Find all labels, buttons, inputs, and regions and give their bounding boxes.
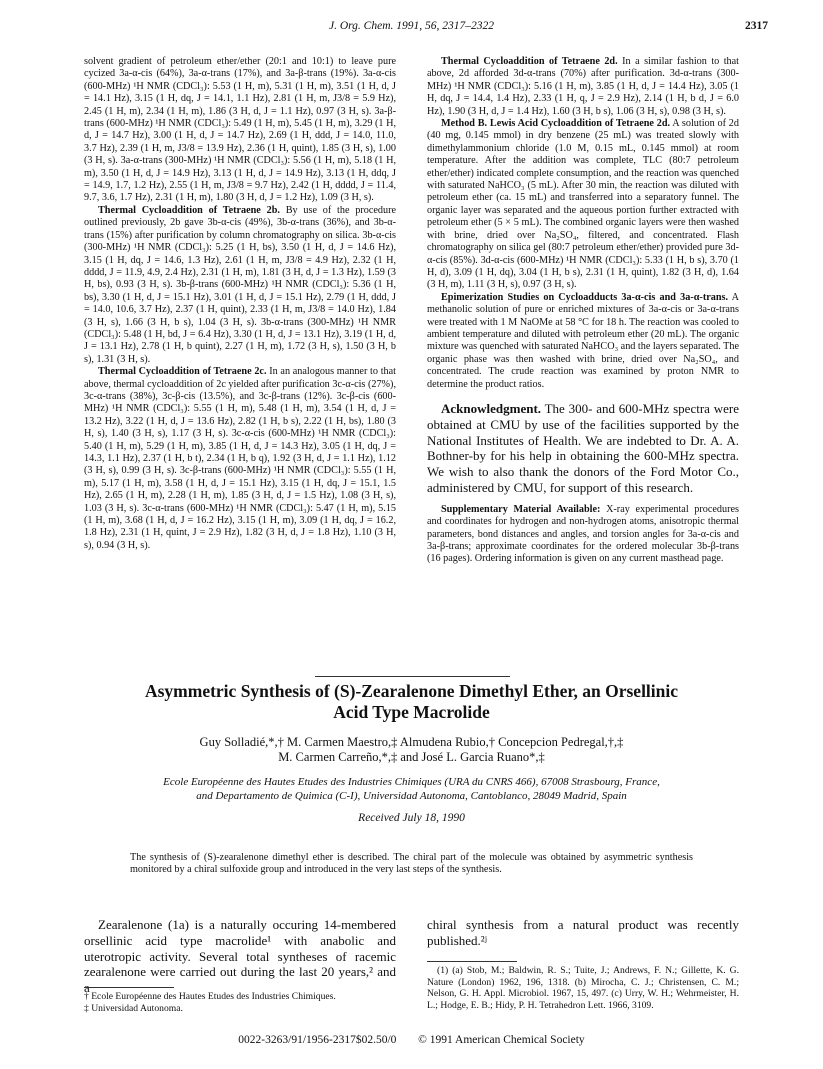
intro-paragraph-right: chiral synthesis from a natural product was recently published.²ʲ bbox=[427, 917, 739, 948]
acknowledgment-text: The 300- and 600-MHz spectra were obtained at CMU by use of the facilities supported by the National Institutes of Health. We are indebted to Dr. A. A. Bothner-by for his help in obtaining the 600-MHz spectra. We wish to also thank the donors of the Ford Motor Co., administered by CMU, for support of this research. bbox=[427, 400, 739, 495]
affiliation-footnotes bbox=[84, 991, 396, 1014]
section-heading-2b: Thermal Cycloaddition of Tetraene 2b. bbox=[98, 204, 280, 216]
affiliation-footnote-1: † Ecole Européenne des Hautes Etudes des Industries Chimiques. bbox=[84, 991, 336, 1002]
affiliation-line-1: Ecole Européenne des Hautes Etudes des Industries Chimiques (URA du CNRS 466), 67008 Strasbourg, France, bbox=[163, 776, 660, 788]
author-list-line-2: M. Carmen Carreño,*,‡ and José L. Garcia Ruano*,‡ bbox=[278, 750, 545, 764]
footnote-divider-right bbox=[427, 961, 517, 962]
section-heading-2d: Thermal Cycloaddition of Tetraene 2d. bbox=[441, 56, 618, 67]
right-paragraph-2-text: A solution of 2d (40 mg, 0.145 mmol) in dry benzene (25 mL) was treated slowly with dimethylammonium chloride (1.0 M, 0.15 mL, 0.145 mmol) at room temperature. After the addition was complete, TLC (80:7 petroleum ether/ether) indicated complete consumption, and the reaction was quenched with saturated NaHCO₃ (5 mL). After 30 min, the reaction was diluted with petroleum ether (ca. 15 mL) and transferred into a separatory funnel. The organic layer was separated and the aqueous portion further extracted with petroleum ether (5 × 5 mL). The combined organic layers were then washed with brine, dried over Na₂SO₄, filtered, and concentrated. Flash chromatography on silica gel (80:7 petroleum ether/ether) provided pure 3d-α-cis (85%). 3d-α-cis (600-MHz) ¹H NMR (CDCl₃): 5.33 (1 H, b s), 3.70 (1 H, d), 3.09 (1 H, dq), 3.04 (1 H, b s), 2.31 (1 H, quint), 1.82 (3 H, d), 1.64 (3 H, m), 1.11 (3 H, s), 0.97 (3 H, s). bbox=[427, 118, 740, 291]
right-paragraph-1-text: In a similar fashion to that above, 2d afforded 3d-α-trans (70%) after purification. 3d-α-trans (300-MHz) ¹H NMR (CDCl₃): 5.16 (1 H, m), 3.85 (1 H, d, J = 14.4 Hz), 3.05 (1 H, dq, J = 14.4, 1.4 Hz), 2.33 (1 H, q, J = 2.9 Hz), 2.14 (1 H, b d, J = 6.0 Hz), 1.90 (3 H, d, J = 1.4 Hz), 1.60 (3 H, b s), 1.06 (3 H, s), 0.98 (3 H, s). bbox=[427, 56, 739, 117]
footer-code: 0022-3263/91/1956-2317$02.50/0 bbox=[238, 1034, 397, 1046]
article-title bbox=[80, 681, 743, 723]
supplementary-heading: Supplementary Material Available: bbox=[441, 503, 601, 515]
author-list bbox=[80, 735, 743, 765]
left-paragraph-2-text: By use of the procedure outlined previously, 2b gave 3b-α-cis (49%), 3b-α-trans (36%), and 3b-α-trans (15%) after purification by column chromatography on silica. 3b-α-cis (300-MHz) ¹H NMR (CDCl₃): 5.25 (1 H, bs), 3.50 (1 H, d, J = 14.6 Hz), 3.15 (1 H, dq, J = 14.6, 1.3 Hz), 2.61 (1 H, m, J3/8 = 4.9 Hz), 2.32 (1 H, dddd, J = 11.9, 4.9, 2.4 Hz), 2.31 (1 H, m), 1.81 (3 H, d, J = 1.3 Hz), 1.59 (3 H, bs), 0.93 (3 H, s). 3b-β-trans (600-MHz) ¹H NMR (CDCl₃): 5.36 (1 H, bs), 3.30 (1 H, d, J = 15.1 Hz), 3.01 (1 H, d, J = 15.1 Hz), 2.79 (1 H, ddd, J = 14.0, 10.6, 3.7 Hz), 2.37 (1 H, quint), 2.33 (1 H, m, J3/8 = 14.0 Hz), 1.84 (3 H, s), 1.66 (3 H, b s), 1.04 (3 H, s). 3b-α-trans (300-MHz) ¹H NMR (CDCl₃): 5.48 (1 H, bd, J = 6.4 Hz), 3.30 (1 H, d, J = 13.1 Hz), 3.19 (1 H, d, J = 13.1 Hz), 2.78 (1 H, b quint), 2.27 (1 H, m), 1.72 (3 H, s), 1.50 (3 H, b s), 1.31 (3 H, s). bbox=[84, 204, 396, 365]
abstract: The synthesis of (S)-zearalenone dimethyl ether is described. The chiral part of the molecule was obtained by asymmetric synthesis monitored by a chiral sulfoxide group and introduced in the very last steps of the synthesis. bbox=[130, 852, 693, 876]
received-date: Received July 18, 1990 bbox=[358, 812, 465, 824]
affiliation-line-2: and Departamento de Quimica (C-I), Universidad Autonoma, Cantoblanco, 28049 Madrid, Spain bbox=[196, 789, 627, 802]
left-paragraph-2 bbox=[84, 205, 396, 366]
right-column bbox=[427, 56, 739, 566]
left-paragraph-1: solvent gradient of petroleum ether/ether (20:1 and 10:1) to leave pure cycized 3a-α-cis (64%), 3a-α-trans (17%), and 3a-β-trans (19%). 3a-α-cis (600-MHz) ¹H NMR (CDCl₃): 5.53 (1 H, m), 5.31 (1 H, m), 3.51 (1 H, d, J = 14.1 Hz), 3.15 (1 H, dq, J = 14.1, 1.1 Hz), 2.81 (1 H, m, J3/8 = 5.9 Hz), 2.45 (1 H, m), 2.34 (1 H, m), 1.86 (3 H, d, J = 1.1 Hz), 0.97 (3 H, s). 3a-β-trans (600-MHz) ¹H NMR (CDCl₃): 5.49 (1 H, m), 5.45 (1 H, m), 3.29 (1 H, d, J = 14.7 Hz), 3.00 (1 H, d, J = 14.7 Hz), 2.69 (1 H, ddd, J = 14.0, 11.0, 3.7 Hz), 2.39 (1 H, m, J3/8 = 13.9 Hz), 2.36 (1 H, quint), 1.85 (3 H, s), 1.00 (3 H, s). 3a-α-trans (300-MHz) ¹H NMR (CDCl₃): 5.56 (1 H, m), 5.18 (1 H, m), 3.50 (1 H, d, J = 14.9 Hz), 3.13 (1 H, d, J = 14.9 Hz), 3.13 (1 H, ddq, J = 14.9, 1.7, 1.2 Hz), 2.55 (1 H, m, J3/8 = 9.7 Hz), 2.42 (1 H, dddd, J = 11.4, 9.7, 3.6, 1.7 Hz), 2.31 (1 H, m), 1.80 (3 H, d, J = 1.2 Hz), 1.09 (3 H, s). bbox=[84, 56, 396, 204]
intro-paragraph-left: Zearalenone (1a) is a naturally occuring 14-membered orsellinic acid type macrolide¹ with anabolic and uterotropic activity. Several total syntheses of racemic zearalenone were carried out during the last 20 years,² and bbox=[84, 917, 396, 980]
acknowledgment-heading: Acknowledgment. bbox=[441, 400, 542, 416]
affiliations bbox=[80, 776, 743, 803]
acknowledgment bbox=[427, 401, 739, 496]
right-paragraph-2 bbox=[427, 118, 739, 292]
page-number: 2317 bbox=[745, 20, 768, 32]
section-heading-epimerization: Epimerization Studies on Cycloadducts 3a-α-cis and 3a-α-trans. bbox=[441, 291, 729, 303]
running-header-journal: J. Org. Chem. 1991, 56, 2317–2322 bbox=[328, 20, 495, 32]
right-paragraph-3-text: A methanolic solution of pure or enriched mixtures of 3a-α-cis or 3a-α-trans were treated with 1 M NaOMe at 58 °C for 18 h. The reaction was cooled to ambient temperature and diluted with petroleum ether (20 mL). The organic mixture was quenched with saturated NaHCO₃ and the layers separated. The organic phase was then washed with brine, dried over Na₂SO₄, and concentrated. The crude reaction was examined by proton NMR to determine the product ratios. bbox=[427, 291, 740, 390]
supplementary-text: X-ray experimental procedures and coordinates for hydrogen and non-hydrogen atoms, anisotropic thermal parameters, bond distances and angles, and torsion angles for 3a-α-cis and 3a-β-trans; approximate coordinates for the ordered molecular 3b-β-trans (16 pages). Ordering information is given on any current masthead page. bbox=[427, 503, 739, 565]
reference-footnote-1: (1) (a) Stob, M.; Baldwin, R. S.; Tuite, J.; Andrews, F. N.; Gillette, K. G. Nature (London) 1962, 196, 1318. (b) Mirocha, C. J.; Christensen, C. M.; Nelson, G. H. Appl. Microbiol. 1967, 15, 497. (c) Urry, W. H.; Wehrmeister, H. L.; Hodge, E. B.; Hidy, P. H. Tetrahedron Lett. 1966, 3109. bbox=[427, 965, 739, 1011]
right-paragraph-1 bbox=[427, 56, 739, 118]
supplementary-material bbox=[427, 504, 739, 566]
footer-copyright: © 1991 American Chemical Society bbox=[418, 1034, 585, 1046]
article-title-line-1: Asymmetric Synthesis of (S)-Zearalenone Dimethyl Ether, an Orsellinic bbox=[144, 681, 679, 701]
left-paragraph-3 bbox=[84, 366, 396, 552]
affiliation-footnote-2: ‡ Universidad Autonoma. bbox=[84, 1002, 183, 1014]
section-heading-2c: Thermal Cycloaddition of Tetraene 2c. bbox=[98, 366, 267, 378]
left-paragraph-3-text: In an analogous manner to that above, thermal cycloaddition of 2c yielded after purification 3c-α-cis (27%), 3c-α-trans (38%), 3c-β-cis (13.5%), and 3c-β-trans (12%). 3c-β-cis (600-MHz) ¹H NMR (CDCl₃): 5.55 (1 H, m), 5.48 (1 H, m), 3.54 (1 H, d, J = 13.2 Hz), 3.22 (1 H, d, J = 13.6 Hz), 2.82 (1 H, b s), 2.22 (1 H, bs), 1.80 (3 H, s), 1.40 (3 H, s), 1.17 (3 H, s). 3c-α-cis (600-MHz) ¹H NMR (CDCl₃): 5.40 (1 H, m), 5.29 (1 H, m), 3.85 (1 H, d, J = 14.3 Hz), 3.05 (1 H, dq, J = 14.3, 1.1 Hz), 2.37 (1 H, b t), 2.34 (1 H, b q), 1.92 (3 H, d, J = 1.1 Hz), 1.12 (3 H, s), 0.99 (3 H, s). 3c-β-trans (600-MHz) ¹H NMR (CDCl₃): 5.55 (1 H, m), 5.17 (1 H, m), 3.58 (1 H, d, J = 15.1 Hz), 3.15 (1 H, dq, J = 15.1, 1.5 Hz), 2.65 (1 H, m), 2.28 (1 H, m), 1.85 (3 H, d, J = 1.5 Hz), 1.08 (3 H, s), 1.03 (3 H, s). 3c-α-trans (600-MHz) ¹H NMR (CDCl₃): 5.47 (1 H, m), 5.15 (1 H, m), 3.68 (1 H, d, J = 16.2 Hz), 3.15 (1 H, m), 3.09 (1 H, dq, J = 16.2, 1.8 Hz), 2.31 (1 H, quint, J = 2.9 Hz), 1.82 (3 H, d, J = 1.8 Hz), 1.10 (3 H, s), 0.94 (3 H, s). bbox=[84, 366, 396, 551]
footnote-divider-left bbox=[84, 987, 174, 988]
page-footer bbox=[0, 1034, 823, 1046]
author-list-line-1: Guy Solladié,*,† M. Carmen Maestro,‡ Almudena Rubio,† Concepcion Pedregal,†,‡ bbox=[199, 735, 624, 749]
section-heading-method-b: Method B. Lewis Acid Cycloaddition of Tetraene 2d. bbox=[441, 118, 671, 130]
right-paragraph-3 bbox=[427, 292, 739, 391]
left-column bbox=[84, 56, 396, 552]
article-title-line-2: Acid Type Macrolide bbox=[333, 702, 490, 722]
article-divider bbox=[315, 676, 510, 677]
